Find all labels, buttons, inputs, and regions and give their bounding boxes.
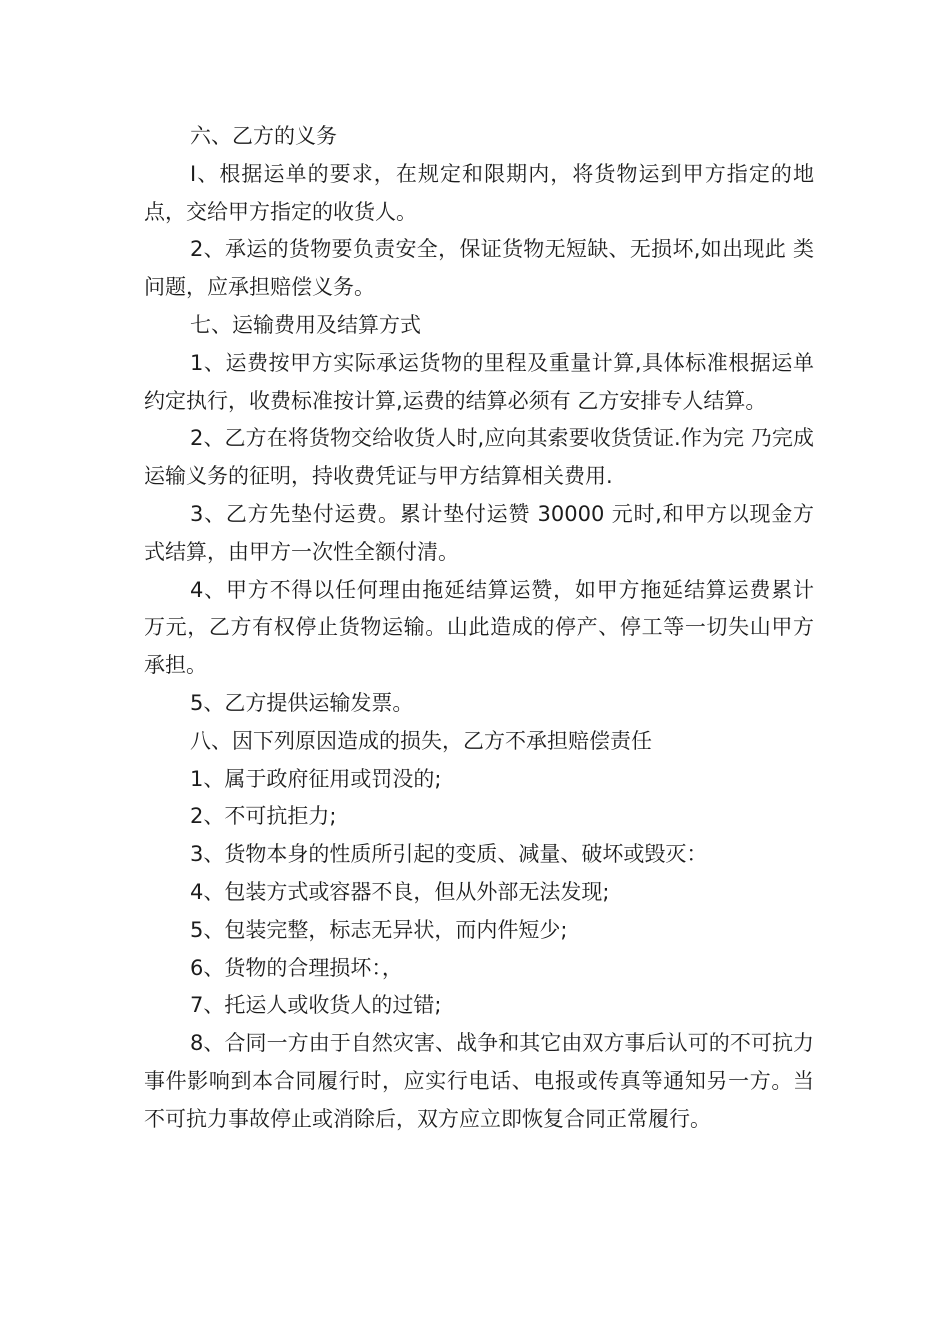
clause-7-2: 2、乙方在将货物交给收货人时,应向其索要收货赁证.作为完 乃完成运输义务的征明，持收费凭证与甲方结算相关费用. (144, 426, 814, 489)
section-heading-7: 七、运输费用及结算方式 (190, 312, 421, 337)
clause-7-3: 3、乙方先垫付运费。累计垫付运赞 30000 元时,和甲方以现金方 式结算，由甲方一次性全额付清。 (144, 501, 814, 564)
section-heading-8: 八、因下列原因造成的损失，乙方不承担赔偿责任 (190, 728, 652, 753)
clause-7-5: 5、乙方提供运输发票。 (190, 690, 414, 715)
clause-8-6: 6、货物的合理损坏：， (190, 955, 403, 980)
clause-7-4: 4、甲方不得以任何理由拖延结算运赞，如甲方拖延结算运费累计 万元，乙方有权停止货物运输。山此造成的停产、停工等一切失山甲方承担。 (144, 577, 814, 678)
clause-7-1: 1、运费按甲方实际承运货物的里程及重量计算,具体标准根据运单约定执行，收费标准按计算,运费的结算必须有 乙方安排专人结算。 (144, 350, 814, 413)
clause-8-8: 8、合同一方由于自然灾害、战争和其它由双方事后认可的不可抗力事件影响到本合同履行时，应实行电话、电报或传真等通知另一方。当不可抗力事故停止或消除后，双方应立即恢复合同正常履行。 (144, 1031, 814, 1131)
clause-8-4: 4、包装方式或容器不良，但从外部无法发现; (190, 879, 610, 904)
clause-8-1: 1、属于政府征用或罚没的; (190, 766, 442, 791)
clause-6-1: I、根据运单的要求，在规定和限期内，将货物运到甲方指定的地点，交给甲方指定的收货人。 (144, 161, 814, 224)
clause-8-2: 2、不可抗拒力; (190, 804, 337, 829)
document-body (144, 118, 814, 1139)
section-heading-6: 六、乙方的义务 (190, 124, 337, 148)
clause-6-2: 2、承运的货物要负责安全，保证货物无短缺、无损坏,如出现此 类问题，应承担赔偿义务。 (144, 237, 814, 300)
clause-8-7: 7、托运人或收货人的过错; (190, 993, 442, 1018)
clause-8-3: 3、货物本身的性质所引起的变质、减量、破坏或毁灭： (190, 842, 708, 867)
clause-8-5: 5、包装完整，标志无异状，而内件短少; (190, 917, 568, 942)
